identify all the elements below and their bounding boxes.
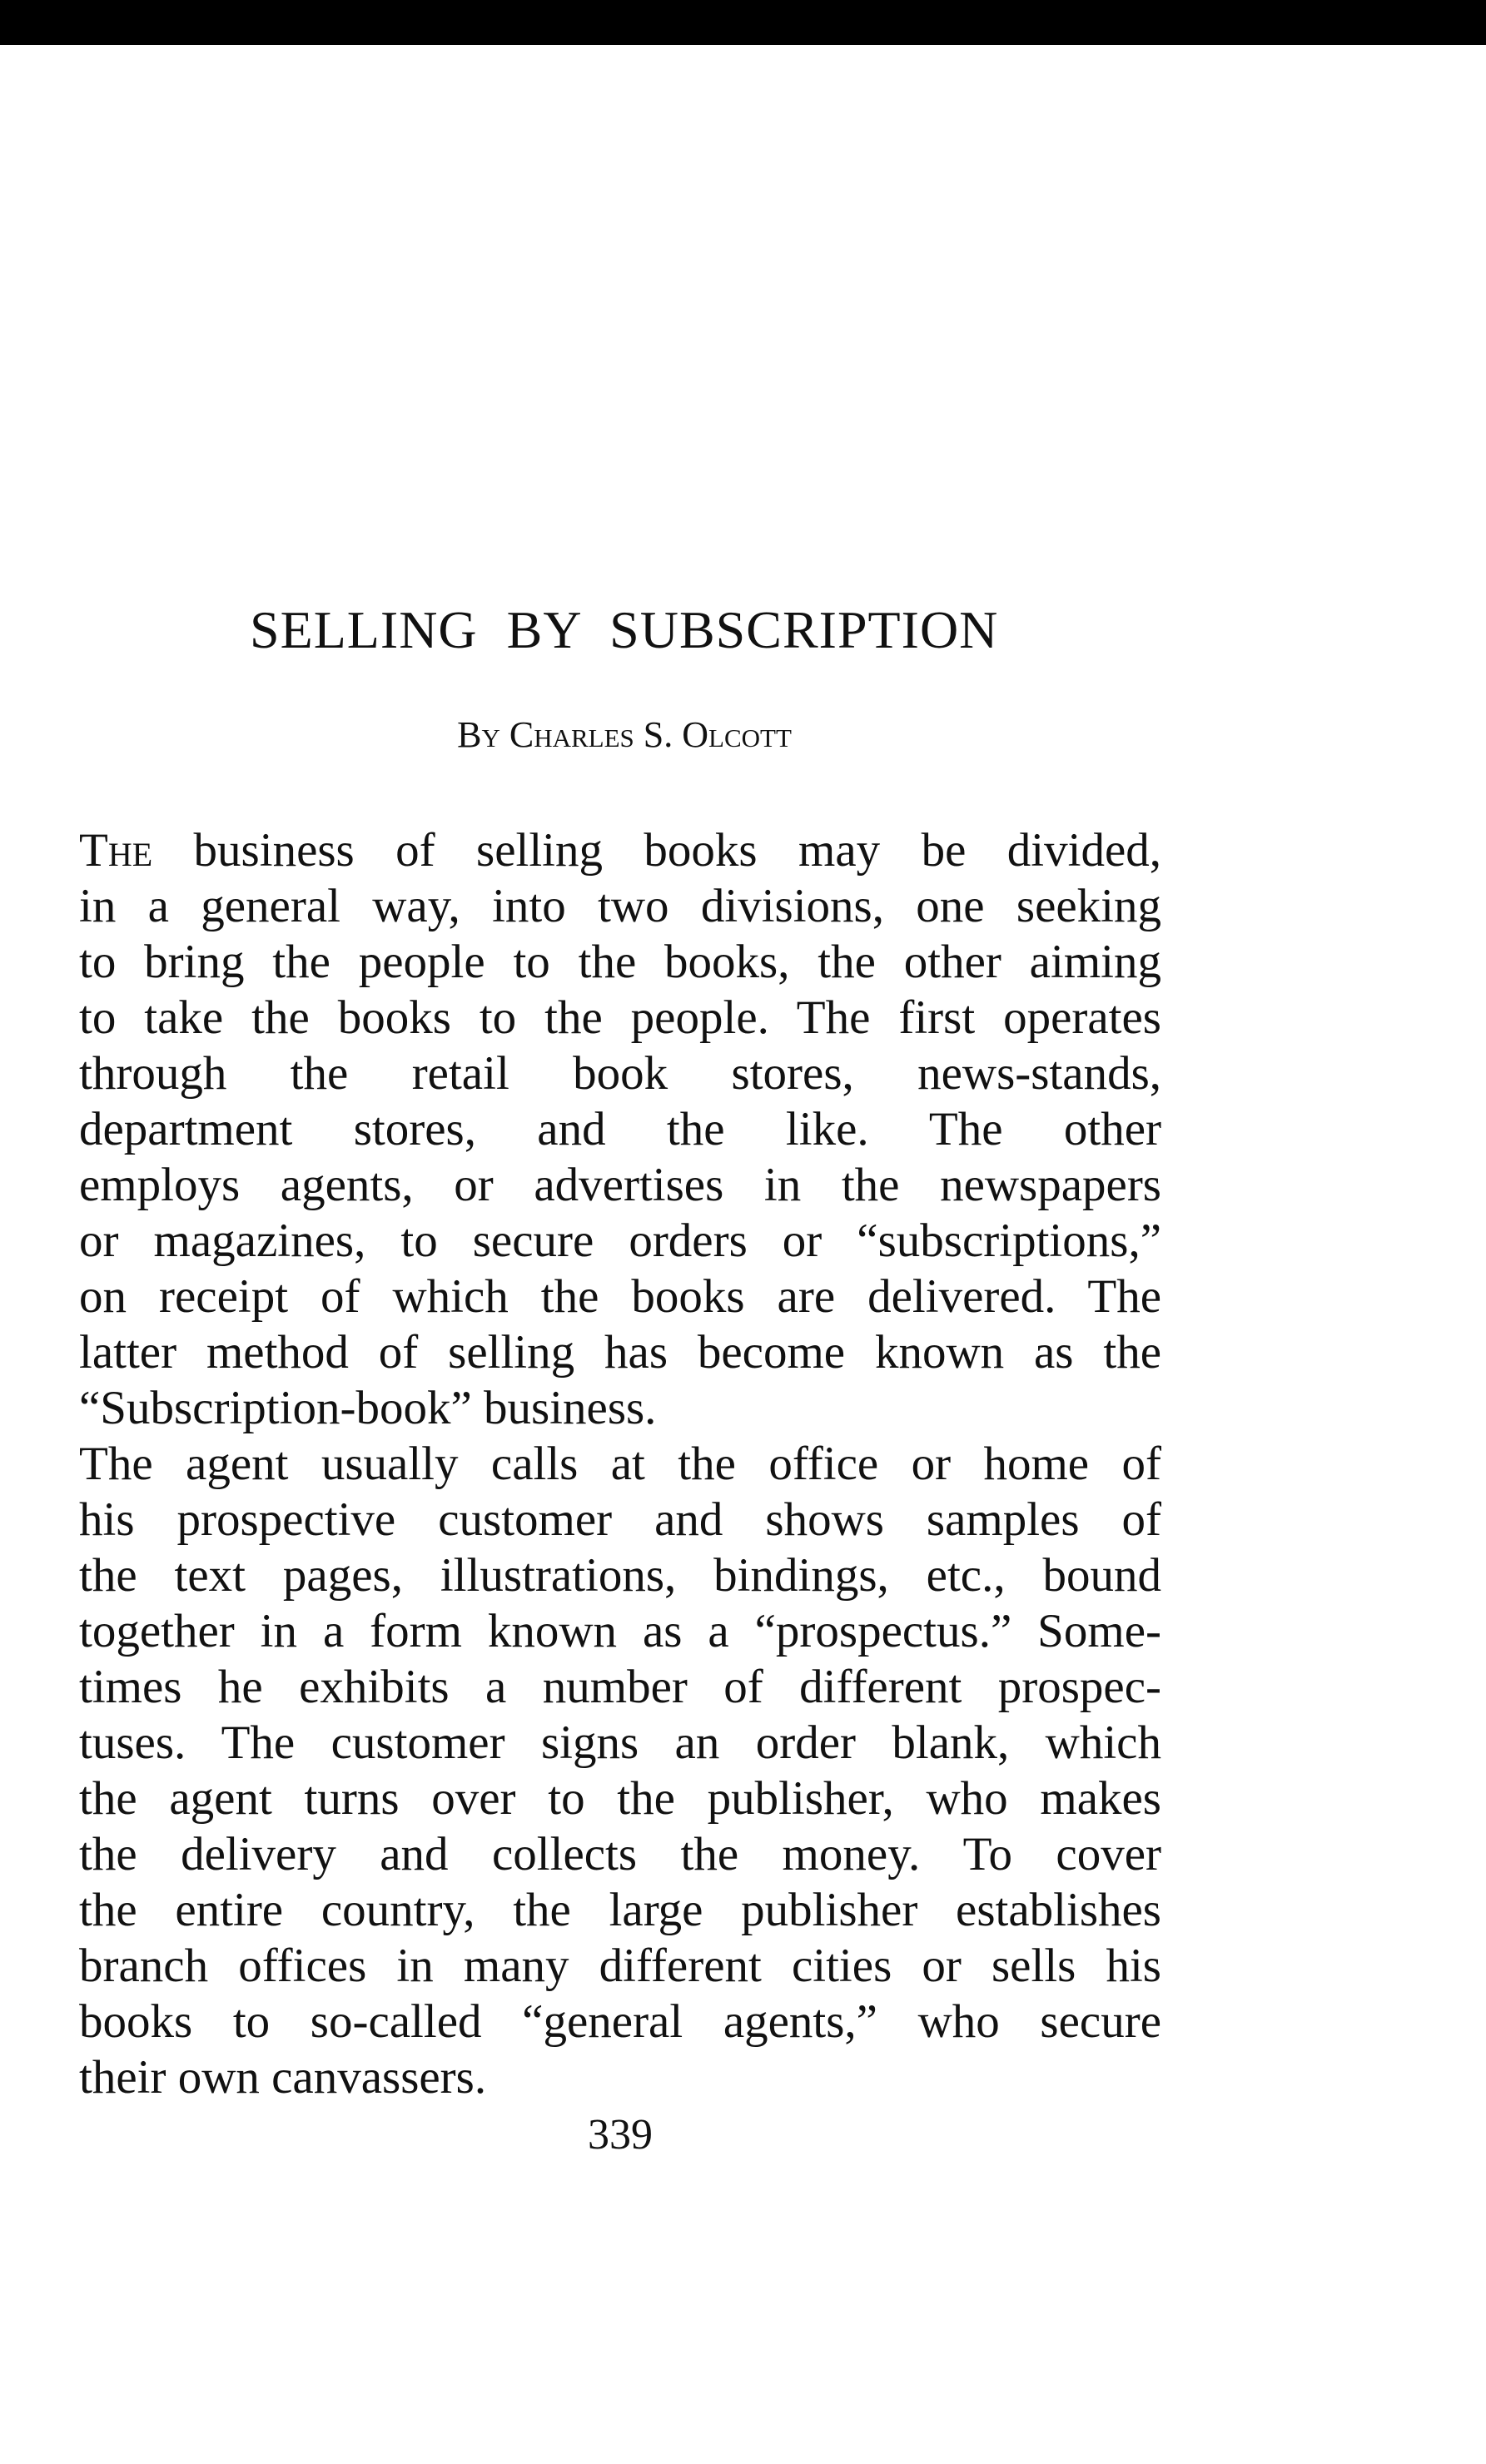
line-text: times he exhibits a number of different prospec-	[79, 1661, 1161, 1713]
scan-top-border	[0, 0, 1486, 45]
line-text: his prospective customer and shows samples of	[79, 1493, 1161, 1546]
line-text: their own canvassers.	[79, 2051, 487, 2104]
line-text: tuses. The customer signs an order blank, which	[79, 1716, 1161, 1769]
line-text: employs agents, or advertises in the newspapers	[79, 1159, 1161, 1211]
text-line	[79, 1771, 1161, 1826]
text-line	[79, 1659, 1161, 1715]
line-text: the delivery and collects the money. To cover	[79, 1828, 1161, 1880]
line-text: through the retail book stores, news-stands,	[79, 1047, 1161, 1100]
line-text: business of selling books may be divided,	[152, 824, 1161, 877]
line-text: the agent turns over to the publisher, who makes	[79, 1772, 1161, 1825]
text-line	[79, 1324, 1161, 1380]
line-text: the entire country, the large publisher establishes	[79, 1884, 1161, 1936]
line-text: together in a form known as a “prospectus.” Some-	[79, 1605, 1161, 1657]
line-text: The agent usually calls at the office or home of	[79, 1438, 1161, 1490]
paragraph-lead-word: The	[79, 824, 153, 877]
line-text: books to so-called “general agents,” who secure	[79, 1995, 1161, 2048]
text-line	[79, 1994, 1161, 2049]
article-body	[79, 822, 1161, 2105]
text-line	[79, 990, 1161, 1046]
text-line	[79, 1436, 1161, 1492]
text-line	[79, 1157, 1161, 1213]
text-line	[79, 1380, 1161, 1436]
text-line	[79, 1547, 1161, 1603]
line-text: to take the books to the people. The first operates	[79, 991, 1161, 1044]
text-line	[79, 878, 1161, 934]
page-number: 339	[588, 2111, 653, 2158]
text-line	[79, 1715, 1161, 1771]
text-line	[79, 1603, 1161, 1659]
line-text: department stores, and the like. The other	[79, 1103, 1161, 1155]
text-line	[79, 1269, 1161, 1324]
text-line	[79, 1492, 1161, 1547]
page-title: SELLING BY SUBSCRIPTION	[250, 600, 999, 659]
line-text: in a general way, into two divisions, one seeking	[79, 880, 1161, 932]
line-text: the text pages, illustrations, bindings, etc., bound	[79, 1549, 1161, 1602]
text-line	[79, 1101, 1161, 1157]
line-text: to bring the people to the books, the other aiming	[79, 936, 1161, 988]
text-line	[79, 1046, 1161, 1101]
text-line	[79, 822, 1161, 878]
text-line	[79, 1213, 1161, 1269]
text-line	[79, 1882, 1161, 1938]
author-byline: By Charles S. Olcott	[457, 714, 792, 755]
line-text: latter method of selling has become known as the	[79, 1326, 1161, 1379]
line-text: or magazines, to secure orders or “subscriptions,”	[79, 1215, 1161, 1267]
text-line	[79, 2049, 1161, 2105]
text-line	[79, 1938, 1161, 1994]
line-text: branch offices in many different cities or sells his	[79, 1940, 1161, 1992]
text-line	[79, 1826, 1161, 1882]
line-text: “Subscription-book” business.	[79, 1382, 657, 1434]
text-line	[79, 934, 1161, 990]
line-text: on receipt of which the books are delivered. The	[79, 1270, 1161, 1323]
